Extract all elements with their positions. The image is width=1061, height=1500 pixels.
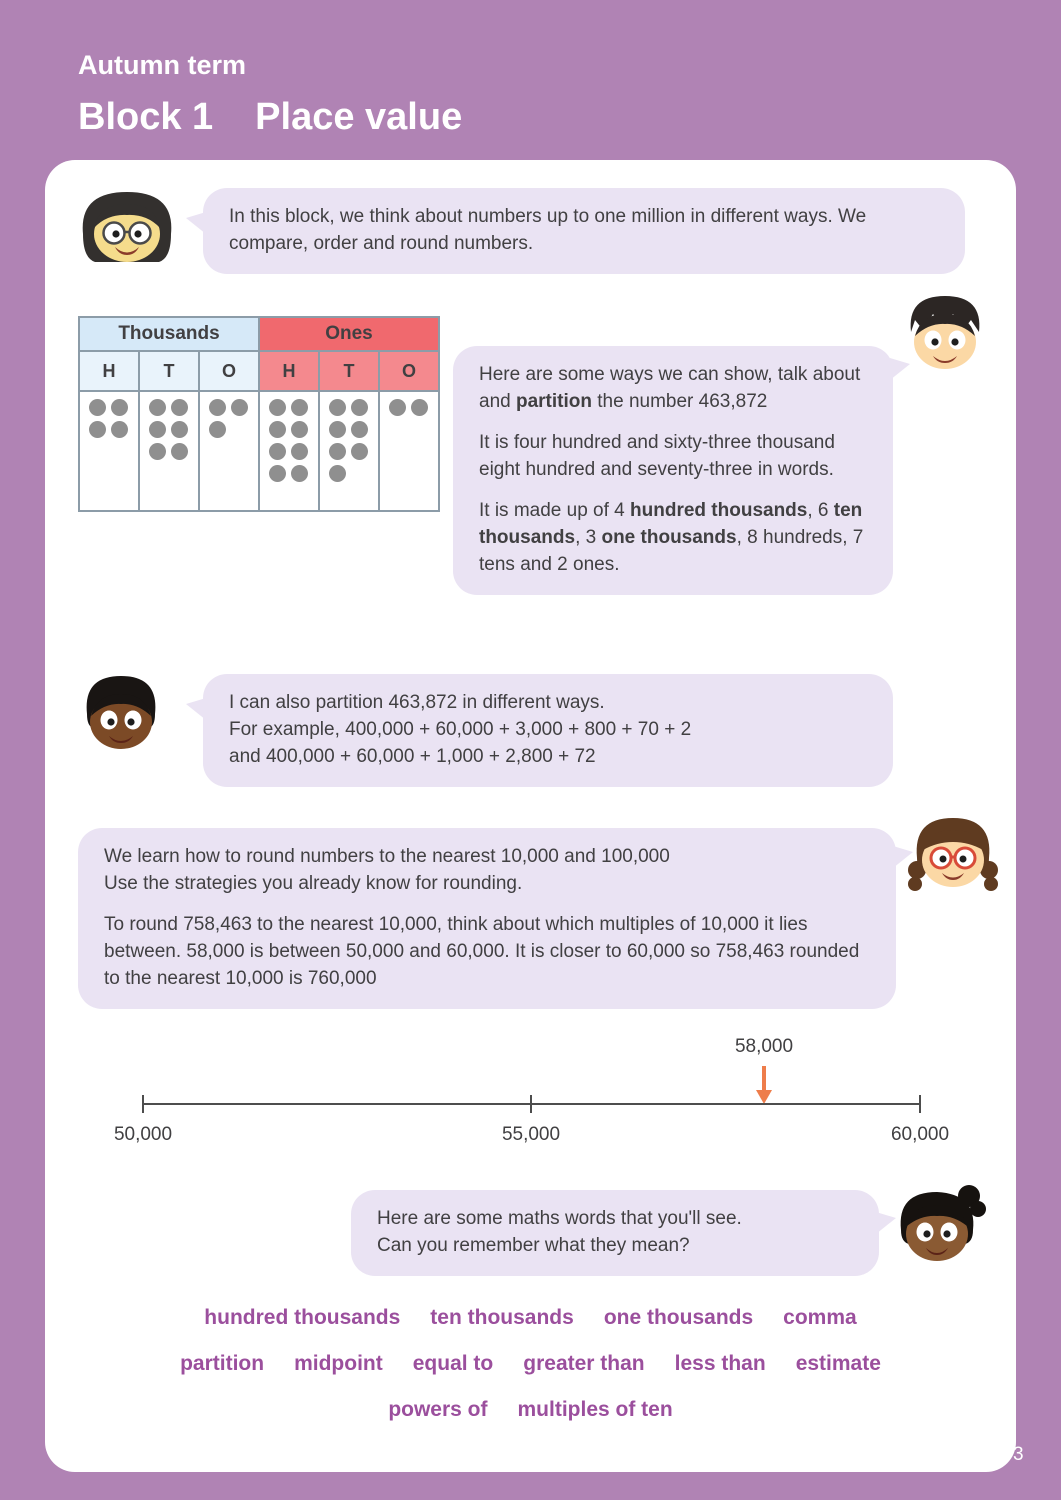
bubble-line: For example, 400,000 + 60,000 + 3,000 + 800 + 70 + 2 [229, 718, 692, 740]
bubble-line: and 400,000 + 60,000 + 1,000 + 2,800 + 72 [229, 745, 596, 767]
tick-start [142, 1095, 144, 1113]
partition-speech-bubble [453, 346, 893, 595]
counter-dot [89, 421, 106, 438]
speech-bubble-tail [890, 358, 910, 380]
counter-dot [89, 399, 106, 416]
maths-words-row-2 [180, 1352, 881, 1376]
column-header-o-thousands: O [199, 351, 259, 391]
number-line [45, 1026, 1016, 1196]
counter-dot [171, 443, 188, 460]
counter-dot [329, 443, 346, 460]
partition-intro-text [479, 362, 867, 416]
counter-dot [351, 443, 368, 460]
maths-word: partition [180, 1352, 265, 1375]
tick-label-mid: 55,000 [501, 1124, 561, 1145]
thousands-header: Thousands [79, 317, 259, 351]
counter-dot [171, 399, 188, 416]
counter-dot [149, 399, 166, 416]
tick-label-end: 60,000 [890, 1124, 950, 1145]
counter-dot [291, 421, 308, 438]
counter-group [80, 392, 136, 438]
counter-dot [231, 399, 248, 416]
counter-dot [269, 399, 286, 416]
maths-word: less than [674, 1352, 766, 1375]
maths-word: one thousands [603, 1306, 754, 1329]
text-segment: hundred thousands [630, 499, 808, 521]
ones-header: Ones [259, 317, 439, 351]
column-header-o-ones: O [379, 351, 439, 391]
rounding-speech-bubble [78, 828, 896, 1009]
column-header-t-thousands: T [139, 351, 199, 391]
counter-dot [269, 421, 286, 438]
maths-word: multiples of ten [517, 1398, 673, 1421]
counter-group [380, 392, 436, 416]
column-header-t-ones: T [319, 351, 379, 391]
tick-end [919, 1095, 921, 1113]
boy-avatar-icon [71, 670, 171, 763]
text-segment: , 8 hundreds, 7 tens and 2 ones. [479, 526, 864, 575]
counter-group [260, 392, 316, 482]
counter-group [200, 392, 256, 438]
counter-dot [329, 421, 346, 438]
counter-cell [199, 391, 259, 511]
counter-dot [269, 443, 286, 460]
counter-group [140, 392, 196, 460]
counter-cell [139, 391, 199, 511]
place-value-table [78, 316, 440, 512]
arrow-value-label: 58,000 [734, 1036, 794, 1057]
text-segment: one thousands [601, 526, 737, 548]
counter-dot [291, 465, 308, 482]
counter-dot [329, 465, 346, 482]
column-header-h-thousands: H [79, 351, 139, 391]
counter-cell [319, 391, 379, 511]
maths-word: ten thousands [430, 1306, 574, 1329]
counter-dot [411, 399, 428, 416]
counter-dot [209, 399, 226, 416]
partition-ways-speech-bubble [203, 674, 893, 787]
maths-word: comma [783, 1306, 857, 1329]
maths-word: equal to [412, 1352, 494, 1375]
counter-dot [149, 421, 166, 438]
speech-bubble-tail [186, 212, 206, 234]
girl-with-glasses-avatar-icon [901, 808, 1005, 909]
text-segment: Here are some ways we can show, talk about and [479, 364, 861, 412]
speech-bubble-tail [186, 698, 206, 720]
counter-cell [259, 391, 319, 511]
counter-dot [291, 443, 308, 460]
intro-text: In this block, we think about numbers up to one million in different ways. We compare, order and round numbers. [229, 206, 867, 254]
bubble-line: I can also partition 463,872 in different ways. [229, 692, 605, 713]
maths-word: powers of [388, 1398, 488, 1421]
counter-dot [291, 399, 308, 416]
text-segment: , 3 [575, 526, 602, 548]
maths-word: midpoint [294, 1352, 383, 1375]
counter-dot [111, 421, 128, 438]
rounding-example-text: To round 758,463 to the nearest 10,000, think about which multiples of 10,000 it lies between. 58,000 is between 50,000 and 60,000. It is closer to 60,000 so 758,463 rounded to the nearest 10,000 is 760,000 [104, 913, 860, 989]
text-segment: It is made up of 4 [479, 499, 631, 521]
text-segment: , 6 [807, 499, 834, 521]
counter-cell [79, 391, 139, 511]
block-subject: Place value [255, 96, 463, 138]
rounding-intro-text [104, 844, 870, 898]
term-label: Autumn term [78, 50, 246, 80]
text-segment: the number 463,872 [591, 390, 768, 412]
block-number: Block 1 [78, 96, 214, 138]
teacher-with-glasses-avatar-icon [71, 184, 183, 277]
block-title [78, 96, 462, 139]
intro-speech-bubble [203, 188, 965, 274]
bubble-line: Here are some maths words that you'll see. [377, 1208, 742, 1229]
counter-dot [389, 399, 406, 416]
maths-word: hundred thousands [204, 1306, 401, 1329]
maths-word: estimate [795, 1352, 881, 1375]
counter-dot [209, 421, 226, 438]
text-segment: partition [515, 390, 592, 412]
counter-dot [149, 443, 166, 460]
boy-avatar-icon [895, 290, 995, 383]
bubble-line: Can you remember what they mean? [377, 1234, 690, 1256]
maths-words-list [45, 1306, 1016, 1422]
counter-dot [351, 421, 368, 438]
partition-ways-text [229, 690, 867, 771]
counter-dot [269, 465, 286, 482]
maths-words-speech-bubble [351, 1190, 879, 1276]
counter-dot [111, 399, 128, 416]
bubble-line: We learn how to round numbers to the nearest 10,000 and 100,000 [104, 846, 670, 867]
tick-label-start: 50,000 [113, 1124, 173, 1145]
tick-mid [530, 1095, 532, 1113]
page-number: 3 [1013, 1444, 1024, 1465]
number-in-words-text: It is four hundred and sixty-three thousand eight hundred and seventy-three in words. [479, 431, 835, 480]
made-up-of-text [479, 498, 867, 579]
girl-with-ponytail-avatar-icon [885, 1182, 993, 1279]
maths-words-row-1 [204, 1306, 856, 1330]
bubble-line: Use the strategies you already know for rounding. [104, 872, 523, 894]
maths-words-row-3 [388, 1398, 672, 1422]
content-card [45, 160, 1016, 1472]
counter-dot [329, 399, 346, 416]
maths-word: greater than [523, 1352, 645, 1375]
counter-dot [171, 421, 188, 438]
maths-words-intro-text [377, 1206, 853, 1260]
counter-group [320, 392, 376, 482]
column-header-h-ones: H [259, 351, 319, 391]
text-segment: ten thousands [479, 499, 863, 548]
counter-dot [351, 399, 368, 416]
counter-cell [379, 391, 439, 511]
